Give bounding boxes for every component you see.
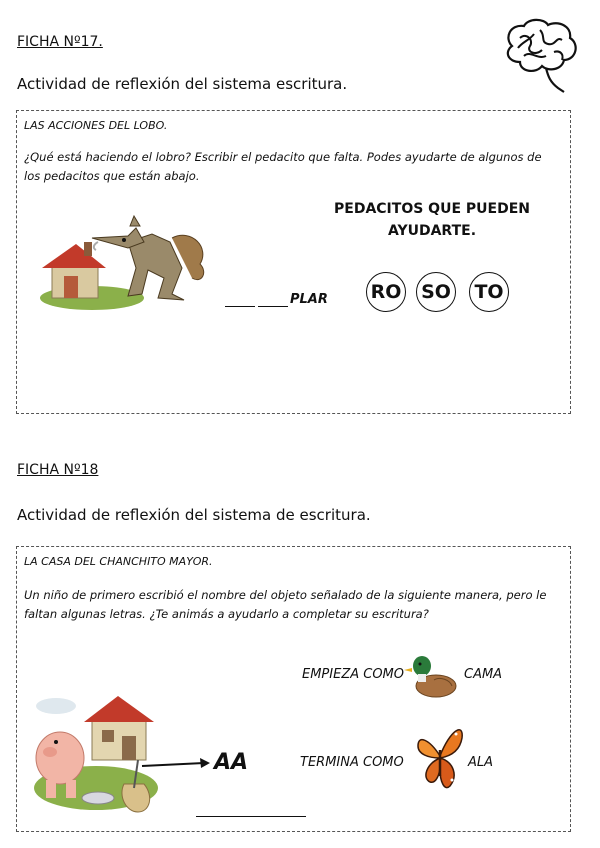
piece-ro[interactable]: RO xyxy=(366,272,406,312)
blank-line-2[interactable] xyxy=(258,306,288,307)
ficha18-subtitle: Actividad de reflexión del sistema de escritura. xyxy=(17,506,371,524)
ficha18-instruction: Un niño de primero escribió el nombre del objeto señalado de la siguiente manera, pero le faltan algunas letras. ¿Te animás a ayudarlo a completar su escritura? xyxy=(24,588,547,621)
clue1-word: CAMA xyxy=(464,667,503,682)
blank-line-1[interactable] xyxy=(225,306,255,307)
ficha17-heading: FICHA Nº17. xyxy=(17,34,103,50)
ficha17-subtitle: Actividad de reflexión del sistema escritura. xyxy=(17,75,348,93)
ficha17-blank-word: PLAR xyxy=(290,292,328,307)
wolf-house-illustration xyxy=(32,198,214,326)
piece-to[interactable]: TO xyxy=(469,272,509,312)
ficha17-instruction: ¿Qué está haciendo el lobro? Escribir el pedacito que falta. Podes ayudarte de algunos de los pedacitos que están abajo. xyxy=(24,150,542,183)
ficha18-heading: FICHA Nº18 xyxy=(17,462,99,478)
ficha18-box-title: LA CASA DEL CHANCHITO MAYOR. xyxy=(24,555,213,568)
ficha18-written-word: AA xyxy=(214,750,249,775)
clue2-word: ALA xyxy=(468,755,494,770)
arrow-icon xyxy=(140,756,212,776)
piece-so[interactable]: SO xyxy=(416,272,456,312)
pig-house-illustration xyxy=(26,688,160,820)
clue1-text: EMPIEZA COMO xyxy=(302,667,405,682)
answer-line[interactable] xyxy=(196,816,306,817)
ficha17-box-title: LAS ACCIONES DEL LOBO. xyxy=(24,119,168,132)
pieces-title: PEDACITOS QUE PUEDEN AYUDARTE. xyxy=(334,201,530,239)
brain-icon xyxy=(500,16,582,94)
clue2-text: TERMINA COMO xyxy=(300,755,404,770)
butterfly-illustration xyxy=(414,720,466,796)
duck-illustration xyxy=(404,646,460,702)
